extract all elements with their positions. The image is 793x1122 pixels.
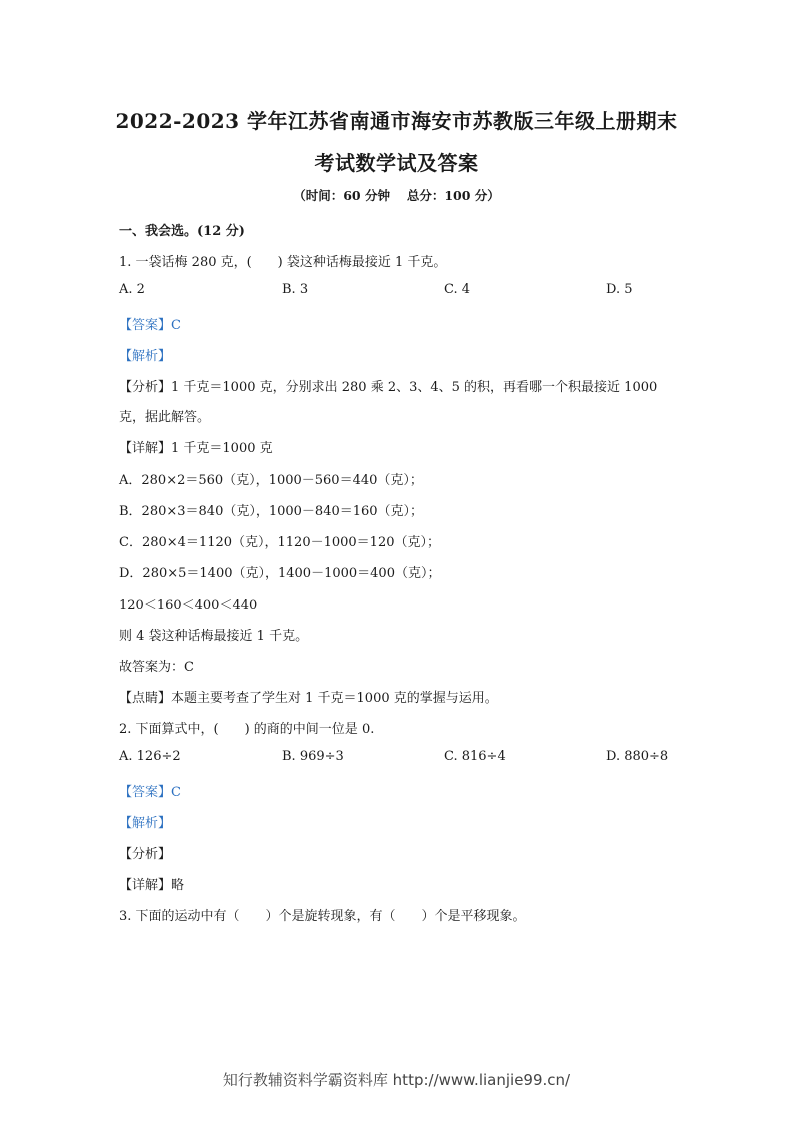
q1-conclusion: 则 4 袋这种话梅最接近 1 千克。	[119, 629, 309, 644]
q1-option-d: D. 5	[606, 282, 633, 297]
section-heading: 一、我会选。(12 分)	[119, 224, 245, 239]
q2-option-c: C. 816÷4	[444, 749, 506, 764]
q1-fenxi-line1: 【分析】1 千克＝1000 克，分别求出 280 乘 2、3、4、5 的积，再看哪一个积最接近 1000	[119, 380, 658, 395]
q2-question: 2. 下面算式中，( ) 的商的中间一位是 0.	[119, 722, 375, 737]
q1-fenxi-line2: 克，据此解答。	[119, 410, 211, 425]
q2-analysis-tag: 【解析】	[119, 816, 172, 831]
q2-option-b: B. 969÷3	[282, 749, 344, 764]
q1-detail-title: 【详解】1 千克＝1000 克	[119, 441, 273, 456]
q1-answer: 【答案】C	[119, 318, 181, 333]
footer-watermark: 知行教辅资料学霸资料库 http://www.lianjie99.cn/	[222, 1071, 571, 1089]
q1-option-a: A. 2	[119, 282, 145, 297]
q2-fenxi: 【分析】	[119, 847, 172, 862]
q1-step-d: D．280×5＝1400（克），1400－1000＝400（克）；	[119, 566, 441, 581]
q1-dianjing: 【点睛】本题主要考查了学生对 1 千克＝1000 克的掌握与运用。	[119, 691, 498, 706]
q1-comparison: 120＜160＜400＜440	[119, 598, 258, 613]
q1-step-a: A．280×2＝560（克），1000－560＝440（克）；	[119, 473, 423, 488]
title-line-2: 考试数学试及答案	[314, 151, 479, 175]
q2-option-d: D. 880÷8	[606, 749, 669, 764]
q1-step-c: C．280×4＝1120（克），1120－1000＝120（克）；	[119, 535, 440, 550]
q1-step-b: B．280×3＝840（克），1000－840＝160（克）；	[119, 504, 424, 519]
q3-question: 3. 下面的运动中有（ ）个是旋转现象，有（ ）个是平移现象。	[119, 909, 526, 924]
q1-question: 1. 一袋话梅 280 克，( ) 袋这种话梅最接近 1 千克。	[119, 255, 447, 270]
subtitle: （时间：60 分钟 总分：100 分）	[293, 188, 500, 203]
q1-final-answer: 故答案为：C	[119, 660, 194, 675]
q2-option-a: A. 126÷2	[119, 749, 181, 764]
q2-answer: 【答案】C	[119, 785, 181, 800]
q1-analysis-tag: 【解析】	[119, 349, 172, 364]
q1-option-b: B. 3	[282, 282, 309, 297]
q2-detail: 【详解】略	[119, 878, 185, 893]
q1-option-c: C. 4	[444, 282, 471, 297]
title-line-1: 2022-2023 学年江苏省南通市海安市苏教版三年级上册期末	[115, 109, 678, 133]
